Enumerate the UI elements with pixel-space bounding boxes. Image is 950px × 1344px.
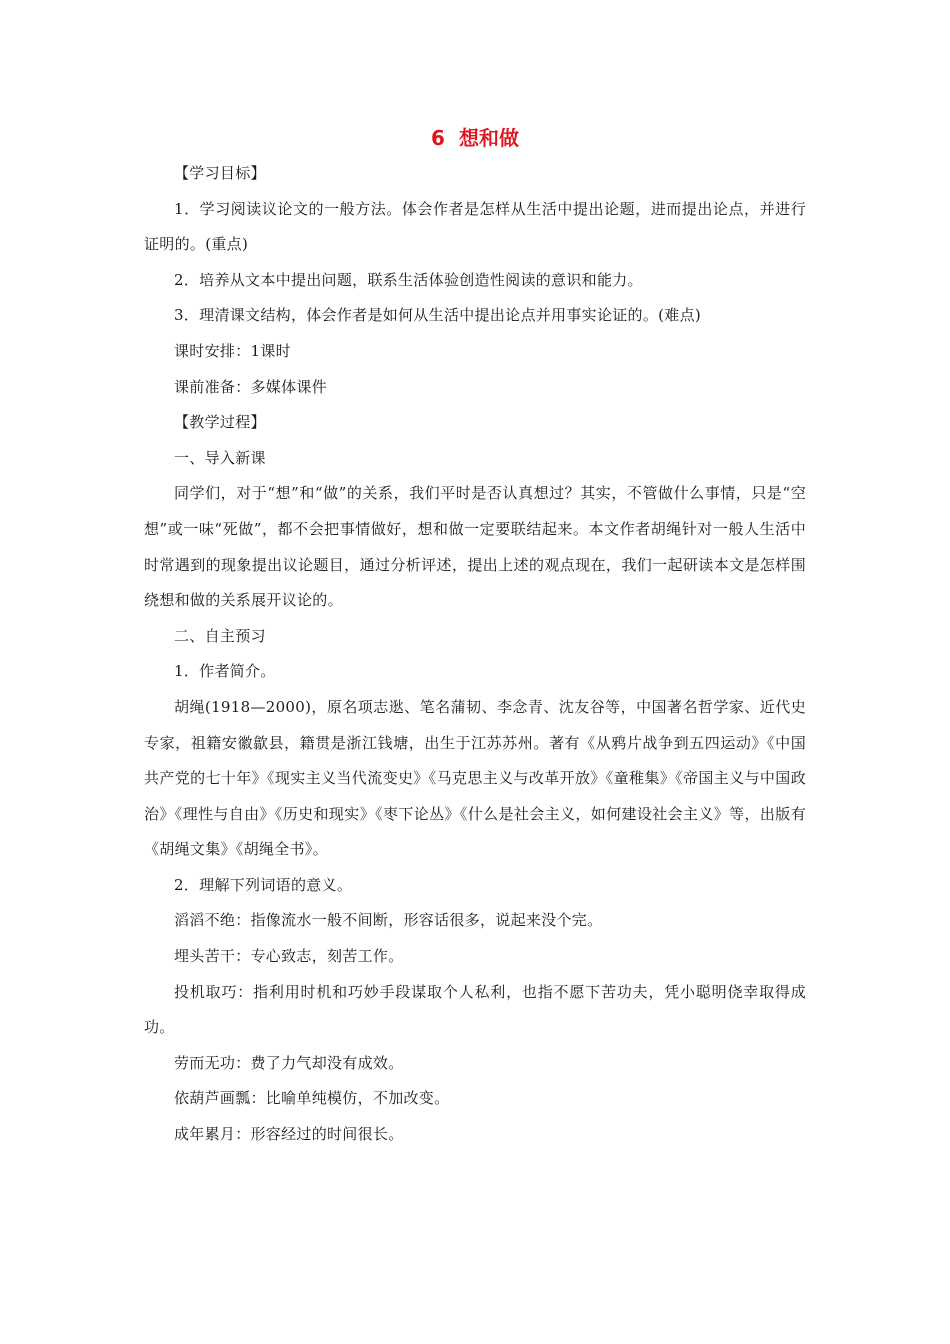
word-item-1: 滔滔不绝：指像流水一般不间断，形容话很多，说起来没个完。	[174, 911, 603, 930]
word-item-4: 劳而无功：费了力气却没有成效。	[174, 1053, 404, 1072]
intro-paragraph: 同学们，对于“想”和“做”的关系，我们平时是否认真想过？其实，不管做什么事情，只是“空想”或一味“死做”，都不会把事情做好，想和做一定要联结起来。本文作者胡绳针对一般人生活中时常遇到的现象提出议论题目，通过分析评述，提出上述的观点现在，我们一起研读本文是怎样围绕想和做的关系展开议论的。	[144, 484, 806, 610]
lesson-number: 6	[431, 126, 445, 150]
word-item-5: 依葫芦画瓢：比喻单纯模仿，不加改变。	[174, 1089, 450, 1108]
goal-item-3: 3．理清课文结构，体会作者是如何从生活中提出论点并用事实论证的。(难点)	[174, 306, 702, 325]
lesson-title	[144, 122, 806, 154]
preparation-text: 课前准备：多媒体课件	[174, 377, 328, 396]
schedule-text: 课时安排：1课时	[174, 341, 291, 360]
words-heading: 2．理解下列词语的意义。	[174, 875, 353, 894]
goals-heading: 【学习目标】	[174, 164, 266, 182]
lesson-title-text: 想和做	[458, 126, 519, 150]
goal-item-1: 1．学习阅读议论文的一般方法。体会作者是怎样从生活中提出论题，进而提出论点，并进行证明的。(重点)	[144, 199, 806, 254]
process-heading: 【教学过程】	[174, 413, 266, 432]
word-item-2: 埋头苦干：专心致志，刻苦工作。	[174, 947, 404, 966]
intro-heading: 一、导入新课	[174, 448, 266, 467]
author-heading: 1．作者简介。	[174, 662, 276, 681]
preview-heading: 二、自主预习	[174, 626, 266, 645]
word-item-3: 投机取巧：指利用时机和巧妙手段谋取个人私利，也指不愿下苦功夫，凭小聪明侥幸取得成功。	[144, 982, 806, 1037]
goal-item-2: 2．培养从文本中提出问题，联系生活体验创造性阅读的意识和能力。	[174, 270, 643, 289]
document-page	[144, 122, 806, 1153]
author-paragraph: 胡绳(1918—2000)，原名项志逖、笔名蒲韧、李念青、沈友谷等，中国著名哲学家、近代史专家，祖籍安徽歙县，籍贯是浙江钱塘，出生于江苏苏州。著有《从鸦片战争到五四运动》《中国共产党的七十年》《现实主义当代流变史》《马克思主义与改革开放》《童稚集》《帝国主义与中国政治》《理性与自由》《历史和现实》《枣下论丛》《什么是社会主义，如何建设社会主义》等，出版有《胡绳文集》《胡绳全书》。	[144, 697, 806, 859]
word-item-6: 成年累月：形容经过的时间很长。	[174, 1125, 404, 1144]
